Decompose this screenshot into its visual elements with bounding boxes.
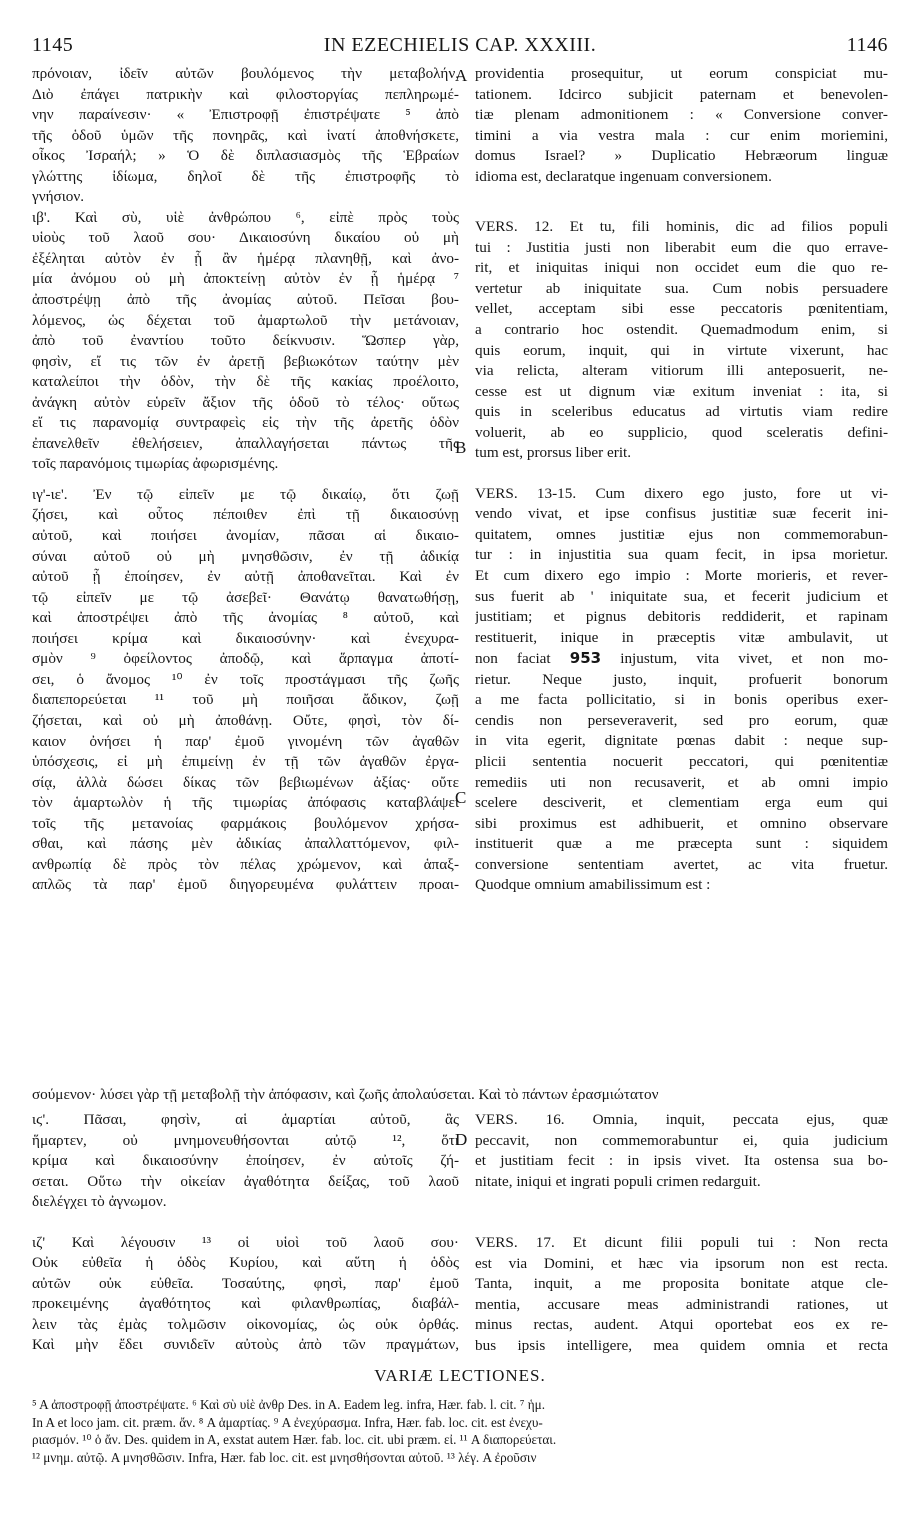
text-line: καταλείποι τὴν ὁδὸν, τὴν δὲ τῆς κακίας προέλοιτο, — [32, 373, 459, 391]
text-line: rit, et iniquitas iniqui non occidet eum die quo re- — [475, 259, 888, 277]
text-line: σεται. Οὕτω τὴν οἰκείαν ἀγαθότητα δείξας, τοῦ λαοῦ — [32, 1172, 459, 1190]
text-line: πρόνοιαν, ἰδεῖν αὐτῶν βουλόμενος τὴν μεταβολήν. — [32, 65, 459, 82]
text-line: τῷ εἰπεῖν με τῷ ἀσεβεῖ· Θανάτῳ θανατωθήσῃ, — [32, 588, 459, 606]
margin-letter-c: C — [455, 788, 467, 807]
spacer — [475, 187, 888, 217]
left-page-number: 1145 — [32, 34, 74, 56]
note-line: ⁵ A ἀποστροφῇ ἀποστρέψατε. ⁶ Καὶ σὺ υἱὲ ἀνθρ Des. in A. Eadem leg. infra, Hær. fab. l. cit. ⁷ ἡμ. — [32, 1397, 546, 1412]
text-line: conversione sententiam avertet, ac vita fruetur. — [475, 855, 888, 873]
text-line: Διὸ ἐπάγει πατρικὴν καὶ φιλοστοργίας πεπληρωμέ- — [32, 85, 459, 103]
text-line: quis eorum, inquit, qui in virtute vixerunt, hac — [475, 341, 888, 359]
text-fragment: Neque justo, inquit, profuerit bonorum — [542, 670, 888, 688]
text-line: κρίμα καὶ δικαιοσύνην ἐποίησεν, ἐν αὐτοῖς ζή- — [32, 1152, 459, 1170]
text-line — [475, 670, 888, 691]
text-line: καιον ὀνήσει ἡ παρ' ἐμοῦ γινομένη τῶν ἀγαθῶν — [32, 732, 459, 750]
text-line: mentia, accusare meas administrandi rationes, ut — [475, 1295, 888, 1313]
text-line: προκειμένης ἀγαθότητος καὶ φιλανθρωπίας, διαβάλ- — [32, 1295, 459, 1313]
spacer — [32, 1213, 459, 1233]
text-line: υἱοὺς τοῦ λαοῦ σου· Δικαιοσύνη δικαίου οὐ μὴ — [32, 229, 459, 247]
text-line: ἥμαρτεν, οὐ μνημονευθήσονται αὐτῷ ¹², ὅτι — [32, 1131, 459, 1149]
text-line: providentia prosequitur, ut eorum conspiciat mu- — [475, 65, 888, 82]
text-line: sibi proximus est adhibuerit, et omnino observare — [475, 814, 888, 832]
running-header — [32, 34, 888, 62]
text-line: bus ipsis intelligere, mea quidem omnia et recta — [475, 1336, 888, 1354]
text-line: τοῖς τῆς μετανοίας φαρμάκοις βουλόμενον χρήσα- — [32, 814, 459, 832]
column-number: 953 — [569, 649, 602, 668]
text-line: σει, ὁ ἄνομος ¹⁰ ἐν τοῖς προστάγμασι τῆς ζωῆς — [32, 670, 459, 688]
spacer — [475, 464, 888, 484]
text-line: οἶκος Ἰσραήλ; » Ὁ δὲ διπλασιασμὸς τῆς Ἑβραίων — [32, 147, 459, 165]
text-line: ιβ'. Καὶ σὺ, υἱὲ ἀνθρώπου ⁶, εἰπὲ πρὸς τοὺς — [32, 208, 459, 226]
text-line: φησὶν, εἴ τις τῶν ἐν ἀρετῇ βεβιωκότων ταύτην μὲν — [32, 352, 459, 370]
latin-paragraph — [475, 1110, 888, 1192]
text-line: λόμενος, ὡς δέχεται τοῦ ἁμαρτωλοῦ τὴν μετάνοιαν, — [32, 311, 459, 329]
text-line: ἐξέληται αὐτὸν ἐν ᾗ ἂν ἡμέρᾳ πλανηθῇ, καὶ ἀνο- — [32, 249, 459, 267]
text-line: ἀνάγκη αὐτὸν εὑρεῖν ἄξιον τῆς ὁδοῦ τὸ τέλος· οὕτως — [32, 393, 459, 411]
text-line: peccavit, non commemorabuntur ei, quia judicium — [475, 1131, 888, 1149]
text-line: τὸν ἁμαρτωλὸν ἡ τῆς τιμωρίας ἀπόφασις καταβλάψει — [32, 794, 459, 812]
text-line-with-column-number — [475, 648, 888, 670]
text-line: σμὸν ⁹ ὀφείλοντος ἀποδῷ, καὶ ἅρπαγμα ἀποτί- — [32, 650, 459, 668]
text-line: ζήσει, καὶ οὗτος πέποιθεν ἐπὶ τῇ δικαιοσύνῃ — [32, 506, 459, 524]
text-line: instituerit quæ a me præcepta sunt : siquidem — [475, 835, 888, 853]
greek-paragraph — [32, 208, 459, 475]
text-line: τῆς ὁδοῦ ὑμῶν τῆς πονηρᾶς, καὶ ἱνατί ἀποθνήσκετε, — [32, 126, 459, 144]
text-line: ἀποστρέψῃ ἀπὸ τῆς ἀνομίας αὐτοῦ. Πεῖσαι βου- — [32, 291, 459, 309]
text-line: tiæ plenam admonitionem : « Conversione conver- — [475, 106, 888, 124]
text-line: VERS. 16. Omnia, inquit, peccata ejus, quæ — [475, 1111, 888, 1128]
spanning-line: σούμενον· λύσει γὰρ τῇ μεταβολῇ τὴν ἀπόφασιν, καὶ ζωῆς ἀπολαύσεται. Καὶ τὸ πάντων ἐρασμιώτατον — [32, 1086, 659, 1103]
text-line: ιϛ'. Πᾶσαι, φησὶν, αἱ ἁμαρτίαι αὐτοῦ, ἃς — [32, 1111, 459, 1128]
text-line: remediis uti non recusaverit, et ab omni impio — [475, 773, 888, 791]
margin-letter-a: A — [455, 66, 468, 85]
text-line: scelere desciverit, et clementiam erga eum qui — [475, 794, 888, 812]
text-line: tum est, prorsus liber erit. — [475, 444, 632, 462]
text-line: απλῶς τὰ παρ' ἐμοῦ διηγορευμένα φυλάττειν προαι- — [32, 876, 459, 894]
margin-letter-d: D — [455, 1130, 468, 1149]
text-line: quitatem, omnes justitiæ ejus non commemorabun- — [475, 525, 888, 543]
note-line: ¹² μνημ. αὐτῷ. A μνησθῶσιν. Infra, Hær. fab loc. cit. est μνησθήσονται αὐτοῦ. ¹³ λέγ. A ἐροῦσιν — [32, 1449, 537, 1465]
text-line: a contrario hoc ostendit. Quemadmodum enim, si — [475, 321, 888, 339]
latin-paragraph — [475, 64, 888, 187]
text-line: διελέγχει τὸ ἀγνωμον. — [32, 1193, 167, 1211]
text-line: a me facta pollicitatio, si in bonis operibus exer- — [475, 691, 888, 709]
text-line: μία ἀνόμου οὐ μὴ ἀποκτείνῃ αὐτὸν ἐν ᾗ ἡμέρᾳ ⁷ — [32, 270, 459, 288]
latin-paragraph — [475, 1233, 888, 1356]
text-line: Καὶ μὴν ἔδει συνιδεῖν αὐτοὺς ἀπὸ τῶν πραγμάτων, — [32, 1336, 459, 1354]
text-line: vendo vivat, et ipse confisus justitiæ suæ fecerit ini- — [475, 505, 888, 523]
latin-column-lower — [475, 1110, 888, 1356]
variae-lectiones-title: VARIÆ LECTIONES. — [374, 1366, 546, 1385]
text-line: αὐτοῦ, καὶ ποιήσει ἀνομίαν, πᾶσαι αἱ δικαιο- — [32, 527, 459, 545]
running-title: IN EZECHIELIS CAP. XXXIII. — [323, 34, 597, 56]
text-line: tui : Justitia justi non liberabit eum die quo errave- — [475, 238, 888, 256]
text-line: vellet, acceptam sibi esse peccatoris pœnitentiam, — [475, 300, 888, 318]
text-line: τοῖς παρανόμοις τιμωρίας ἀφωρισμένης. — [32, 455, 279, 473]
text-line: ιζ' Καὶ λέγουσιν ¹³ οἱ υἱοὶ τοῦ λαοῦ σου· — [32, 1233, 459, 1251]
latin-paragraph — [475, 217, 888, 464]
text-line: Οὐκ εὐθεῖα ἡ ὁδὸς Κυρίου, καὶ αὕτη ἡ ὁδὸς — [32, 1254, 459, 1272]
greek-column-lower — [32, 1110, 459, 1356]
text-line: ποιήσει κρίμα καὶ δικαιοσύνην· καὶ ἐνεχυρα- — [32, 629, 459, 647]
text-line: et justitiam fecit : in ipsis vivet. Ita ostensa sua bo- — [475, 1152, 888, 1170]
text-line: sus fuerit ab ' iniquitate sua, et fecerit judicium et — [475, 587, 888, 605]
text-line: justitiam; et pignus debitoris reddiderit, et rapinam — [475, 608, 888, 626]
greek-paragraph — [32, 485, 459, 896]
text-line: σίᾳ, ἀλλὰ δώσει δίκας τῶν βεβιωμένων ἀξίας· οὔτε — [32, 773, 459, 791]
text-line: Quodque omnium amabilissimum est : — [475, 876, 711, 894]
greek-paragraph — [32, 1233, 459, 1356]
text-line: σύναι αὐτοῦ οὐ μὴ μνησθῶσιν, ἐν τῇ ἀδικίᾳ — [32, 547, 459, 565]
right-page-number: 1146 — [846, 34, 888, 56]
text-line: est via Domini, et hæc via ipsorum non est recta. — [475, 1254, 888, 1272]
text-line: αὐτοῦ ᾗ ἐποίησεν, ἐν αὐτῇ ἀποθανεῖται. Καὶ ἐν — [32, 568, 459, 586]
text-line: Et cum dixero ego impio : Morte morieris, et rever- — [475, 567, 888, 585]
text-line: καὶ ἀποστρέψει ἀπὸ τῆς ἀνομίας ⁸ αὐτοῦ, καὶ — [32, 609, 459, 627]
text-line: tur : in injustitia sua quam fecit, in ipsa morietur. — [475, 546, 888, 564]
text-line: idioma est, declaratque ingenuam conversionem. — [475, 167, 772, 185]
text-line: αὐτῶν οὐκ εὐθεῖα. Τοσαύτης, φησὶ, παρ' ἐμοῦ — [32, 1274, 459, 1292]
text-line: via relicta, alteram vitiorum illi anteposuerit, ne- — [475, 362, 888, 380]
text-line: cendis non perseveraverit, sed pro eorum, quæ — [475, 711, 888, 729]
text-line: timini a via vestra mala : cur enim moriemini, — [475, 126, 888, 144]
text-fragment: rietur. — [475, 670, 511, 688]
note-line: In A et loco jam. cit. præm. ἄν. ⁸ A ἁμαρτίας. ⁹ A ἐνεχύρασμα. Infra, Hær. fab. loc. cit. est ἐνεχυ- — [32, 1414, 543, 1430]
text-line: ὑπόσχεσις, εἰ μὴ ἐπιμείνῃ ἐν τῇ τῶν ἀγαθῶν ἐργα- — [32, 753, 459, 771]
text-fragment: injustum, vita vivet, et non mo- — [620, 650, 888, 668]
note-line: ριασμόν. ¹⁰ ὁ ἄν. Des. quidem in A, exstat autem Hær. fab. loc. cit. ubi præm. εἰ. ¹¹ A διαπορεύεται. — [32, 1432, 557, 1447]
text-line: quis in sceleribus educatus ad virtutis viam redire — [475, 403, 888, 421]
text-line: γλώττης ἰδίωμα, δηλοῖ δὲ τῆς ἐπιστροφῆς τὸ — [32, 167, 459, 185]
text-line: cesse est ut dignum viæ exitum inveniat : ita, si — [475, 382, 888, 400]
text-line: restituerit, inique in præceptis vitæ ambulavit, ut — [475, 628, 888, 646]
text-line: VERS. 12. Et tu, fili hominis, dic ad filios populi — [475, 218, 888, 236]
text-line: εἴ τις παρανομίᾳ συντραφεὶς εἰς τὴν τῆς ἀρετῆς ὁδὸν — [32, 414, 459, 432]
latin-paragraph — [475, 484, 888, 896]
text-line: ζήσεται, καὶ οὐ μὴ ἀποθάνῃ. Οὔτε, φησὶ, τὸν δί- — [32, 711, 459, 729]
latin-column — [475, 64, 888, 896]
text-line: Tanta, inquit, a me proposita bonitate atque cle- — [475, 1275, 888, 1293]
text-line: plicii sententia nocuerit peccatori, qui pœnitentiæ — [475, 752, 888, 770]
text-line: σθαι, καὶ πάσης μὲν ἀδικίας ἀπαλλαττόμενον, φιλ- — [32, 835, 459, 853]
text-line: VERS. 13-15. Cum dixero ego justo, fore ut vi- — [475, 484, 888, 502]
text-line: νην παραίνεσιν· « Ἐπιστροφῇ ἐπιστρέψατε ⁵ ἀπὸ — [32, 106, 459, 124]
text-line: tationem. Idcirco subjicit paternam et benevolen- — [475, 85, 888, 103]
variae-lectiones-notes — [32, 1396, 888, 1466]
greek-paragraph — [32, 64, 459, 208]
spacer — [475, 1192, 888, 1233]
greek-column — [32, 64, 459, 896]
text-line: ἀπὸ τοῦ ἐναντίου τοῦτο δείκνυσιν. Ὥσπερ γὰρ, — [32, 332, 459, 350]
text-line: nitate, iniqui et ingrati populi crimen redarguit. — [475, 1172, 761, 1190]
text-line: ιγ'-ιε'. Ἐν τῷ εἰπεῖν με τῷ δικαίῳ, ὅτι ζωῇ — [32, 485, 459, 503]
text-line: γνήσιον. — [32, 188, 85, 206]
text-line: ἐπανελθεῖν ἐθελήσειεν, ἀπαλλαγήσεται πάντως τῆς — [32, 434, 459, 452]
text-line: ανθρωπίᾳ δὲ πρὸς τὸν πέλας χρώμενον, καὶ ἁπαξ- — [32, 855, 459, 873]
text-line: vertetur ab iniquitate sua. Cum nobis persuadere — [475, 279, 888, 297]
greek-paragraph — [32, 1110, 459, 1213]
text-fragment: non faciat — [475, 650, 551, 668]
text-line: minus rectas, audent. Atqui oportebat eos ex re- — [475, 1316, 888, 1334]
text-line: VERS. 17. Et dicunt filii populi tui : Non recta — [475, 1234, 888, 1252]
text-line: voluerit, ab eo supplicio, quod sceleratis defini- — [475, 423, 888, 441]
margin-letter-b: B — [455, 438, 467, 457]
text-line: domus Israel? » Duplicatio Hebræorum linguæ — [475, 147, 888, 165]
text-line: in vita egerit, dignitate pœnas dabit : neque sup- — [475, 732, 888, 750]
text-line: λειν τὰς ἐμὰς τολμῶσιν οἰκονομίας, ὡς οὐκ ὀρθάς. — [32, 1315, 459, 1333]
spacer — [32, 475, 459, 485]
text-line: διαπεπορεύεται ¹¹ τοῦ μὴ ποιῆσαι ἄδικον, ζωῇ — [32, 691, 459, 709]
